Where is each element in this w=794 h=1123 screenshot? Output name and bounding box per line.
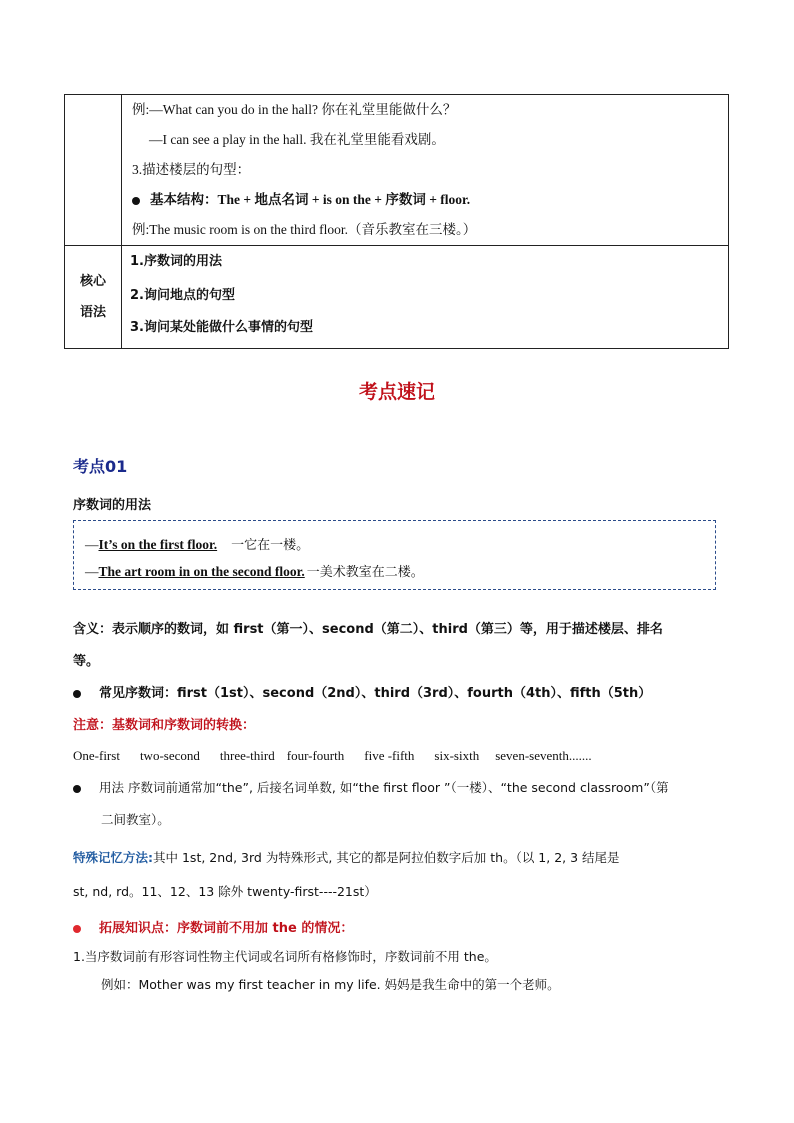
rule-1-example: 例如：Mother was my first teacher in my life. 妈妈是我生命中的第一个老师。 <box>101 977 560 992</box>
table-row <box>65 246 729 349</box>
conversion-item: four-fourth <box>286 748 345 763</box>
conversion-item: three-third <box>219 748 275 763</box>
example-music-room: 例:The music room is on the third floor.（音乐教室在三楼。） <box>132 222 477 237</box>
floor-pattern-heading: 3.描述楼层的句型： <box>132 162 251 177</box>
bullet-icon <box>132 197 140 205</box>
conversion-item: One-first <box>73 748 120 763</box>
row-content <box>122 246 729 349</box>
row-label-line1: 核心 <box>79 274 106 289</box>
row-label-core-grammar <box>65 246 122 349</box>
usage-line-1-text: 用法 序数词前通常加“the”, 后接名词单数, 如“the first floor ”（一楼）、“the second classroom”（第 <box>99 780 669 795</box>
core-item-3: 3.询问某处能做什么事情的句型 <box>130 320 313 335</box>
summary-table <box>64 94 729 349</box>
basic-structure-text: 基本结构：The + 地点名词 + is on the + 序数词 + floor. <box>150 192 471 207</box>
extend-text: 拓展知识点：序数词前不用加 the 的情况： <box>99 921 354 936</box>
row-content <box>122 95 729 246</box>
special-line-2: st, nd, rd。11、12、13 除外 twenty-first----21st） <box>73 884 377 899</box>
example-2-cn: 一美术教室在二楼。 <box>306 565 424 580</box>
bullet-icon <box>73 925 81 933</box>
bullet-icon <box>73 785 81 793</box>
conversion-list <box>73 748 592 764</box>
section-title: 考点速记 <box>358 381 435 403</box>
example-line-1 <box>85 534 309 553</box>
bullet-icon <box>73 690 81 698</box>
subtitle: 序数词的用法 <box>73 498 152 513</box>
example-2-en: The art room in on the second floor. <box>98 564 305 579</box>
rule-1: 1.当序数词前有形容词性物主代词或名词所有格修饰时，序数词前不用 the。 <box>73 949 497 964</box>
example-1-en: It’s on the first floor. <box>98 537 218 552</box>
core-item-1: 1.序数词的用法 <box>130 254 222 269</box>
conversion-item: two-second <box>139 748 200 763</box>
common-ordinals <box>73 682 651 701</box>
common-ordinals-text: 常见序数词：first（1st）、second（2nd）、third（3rd）、fourth（4th）、fifth（5th） <box>99 686 652 701</box>
extend-heading <box>73 917 353 936</box>
example-box <box>73 520 716 590</box>
usage-line-1 <box>73 778 669 796</box>
special-label: 特殊记忆方法: <box>73 850 153 865</box>
usage-line-2: 二间教室）。 <box>101 812 170 827</box>
conversion-item: six-sixth <box>434 748 480 763</box>
example-hall-question: 例:—What can you do in the hall? 你在礼堂里能做什么？ <box>132 102 457 117</box>
meaning-line-1: 含义：表示顺序的数词，如 first（第一）、second（第二）、third（第三）等，用于描述楼层、排名 <box>73 622 663 637</box>
kaodian-heading: 考点01 <box>73 457 128 476</box>
example-hall-answer: —I can see a play in the hall. 我在礼堂里能看戏剧。 <box>149 132 445 147</box>
dash: — <box>85 564 99 579</box>
conversion-item: seven-seventh....... <box>495 748 592 763</box>
basic-structure <box>122 185 728 215</box>
example-line-2 <box>85 561 424 580</box>
dash: — <box>85 537 99 552</box>
special-line-1 <box>73 848 620 866</box>
note-heading: 注意：基数词和序数词的转换： <box>73 718 256 733</box>
conversion-item: five -fifth <box>364 748 415 763</box>
example-1-cn: 一它在一楼。 <box>231 538 310 553</box>
row-label-line2: 语法 <box>79 305 106 320</box>
row-label-empty <box>65 95 122 246</box>
special-line-1-text: 其中 1st, 2nd, 3rd 为特殊形式, 其它的都是阿拉伯数字后加 th。（以 1, 2, 3 结尾是 <box>153 850 620 865</box>
table-row <box>65 95 729 246</box>
meaning-line-2: 等。 <box>73 654 100 669</box>
core-item-2: 2.询问地点的句型 <box>130 288 235 303</box>
